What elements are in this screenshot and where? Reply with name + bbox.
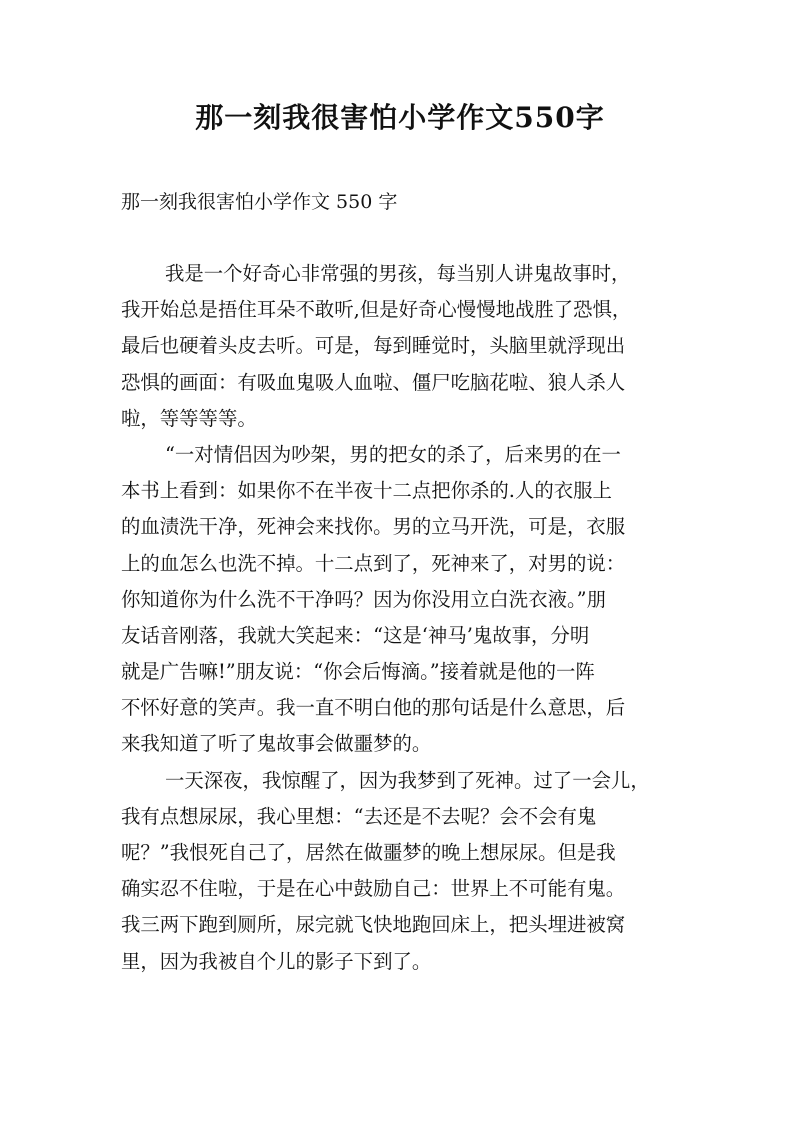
- paragraph-line: 最后也硬着头皮去听。可是，每到睡觉时，头脑里就浮现出: [121, 334, 626, 358]
- paragraph-line: 我三两下跑到厕所，尿完就飞快地跑回床上，把头埋进被窝: [121, 913, 626, 937]
- paragraph-line: 友话音刚落，我就大笑起来：“这是‘神马’鬼故事，分明: [121, 623, 590, 647]
- paragraph-line: 你知道你为什么洗不干净吗？因为你没用立白洗衣液。”朋: [121, 587, 606, 611]
- article-body: [121, 256, 681, 980]
- document-title: 那一刻我很害怕小学作文550字: [195, 101, 605, 134]
- paragraph-line: 确实忍不住啦，于是在心中鼓励自己：世界上不可能有鬼。: [121, 877, 626, 901]
- paragraph-line: 本书上看到：如果你不在半夜十二点把你杀的.人的衣服上: [121, 479, 612, 503]
- paragraph-line: 一天深夜，我惊醒了，因为我梦到了死神。过了一会儿，: [165, 768, 650, 792]
- document-subtitle: 那一刻我很害怕小学作文 550 字: [121, 191, 398, 213]
- paragraph-line: 上的血怎么也洗不掉。十二点到了，死神来了，对男的说：: [121, 551, 626, 575]
- paragraph-line: 我是一个好奇心非常强的男孩，每当别人讲鬼故事时，: [165, 262, 631, 285]
- paragraph-line: 呢？”我恨死自己了，居然在做噩梦的晚上想尿尿。但是我: [121, 841, 616, 864]
- paragraph-line: 啦，等等等等。: [121, 406, 257, 430]
- paragraph-line: 就是广告嘛!”朋友说：“你会后悔滴。”接着就是他的一阵: [121, 660, 595, 684]
- paragraph-line: 不怀好意的笑声。我一直不明白他的那句话是什么意思，后: [121, 696, 626, 720]
- paragraph: [121, 763, 681, 980]
- paragraph-line: “一对情侣因为吵架，男的把女的杀了，后来男的在一: [165, 442, 621, 466]
- paragraph-line: 来我知道了听了鬼故事会做噩梦的。: [121, 732, 432, 756]
- paragraph: [121, 437, 681, 763]
- paragraph-line: 我开始总是捂住耳朵不敢听,但是好奇心慢慢地战胜了恐惧，: [121, 298, 632, 322]
- paragraph-line: 里，因为我被自个儿的影子下到了。: [121, 949, 432, 973]
- paragraph: [121, 256, 681, 437]
- paragraph-line: 恐惧的画面：有吸血鬼吸人血啦、僵尸吃脑花啦、狼人杀人: [121, 370, 626, 394]
- paragraph-line: 我有点想尿尿，我心里想：“去还是不去呢？会不会有鬼: [121, 804, 597, 828]
- paragraph-line: 的血渍洗干净，死神会来找你。男的立马开洗，可是，衣服: [121, 515, 626, 539]
